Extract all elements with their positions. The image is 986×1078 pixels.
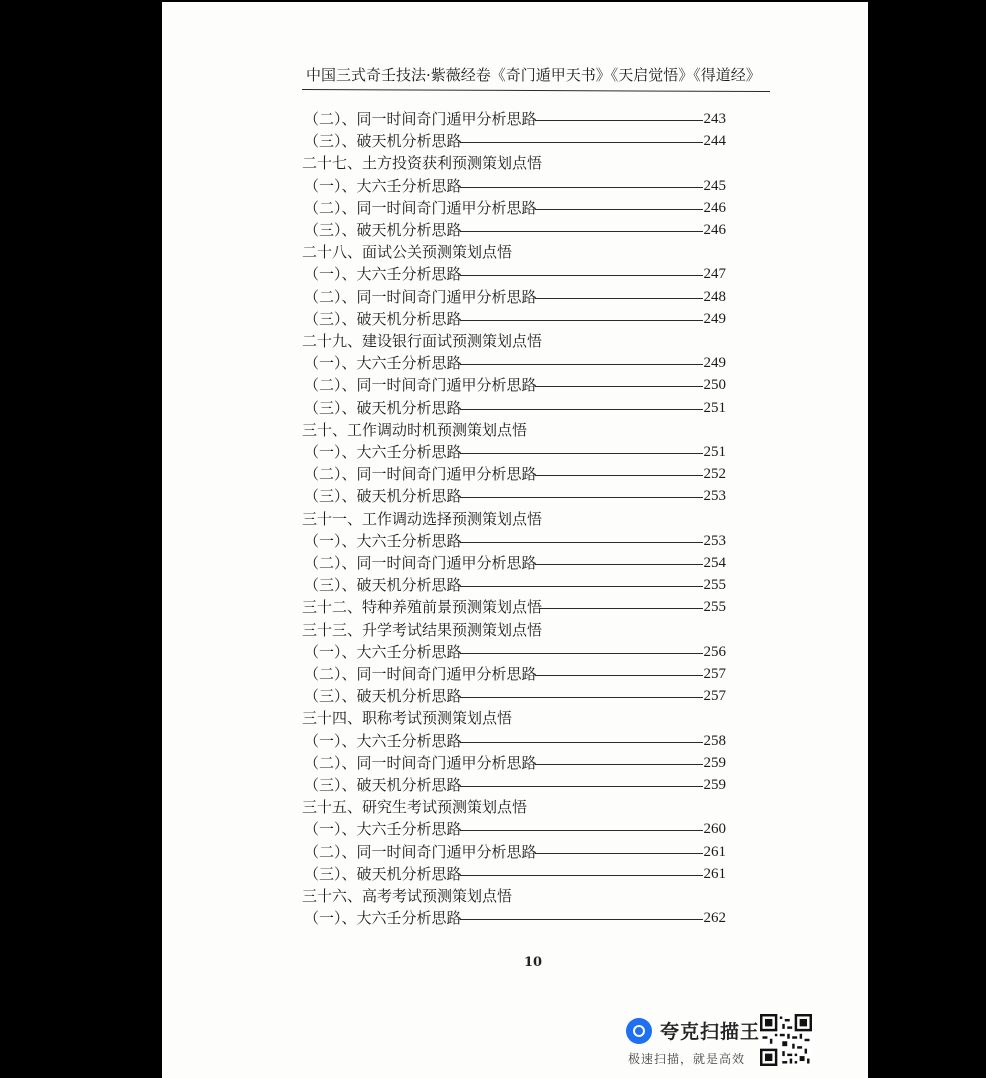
- toc-leader-line: [535, 853, 703, 854]
- toc-leader-line: [460, 364, 703, 365]
- toc-entry: [304, 530, 726, 552]
- toc-page-number: 258: [703, 732, 726, 749]
- toc-page-number: 254: [703, 555, 726, 571]
- toc-entry: [304, 308, 726, 330]
- toc-chapter: [302, 330, 726, 352]
- toc-leader-line: [460, 653, 703, 654]
- toc-entry-title: （二）、同一时间奇门遁甲分析思路: [304, 198, 537, 217]
- toc-page-number: 259: [703, 754, 726, 771]
- toc-leader-line: [535, 209, 703, 210]
- toc-chapter: [302, 796, 726, 818]
- toc-entry-title: 二十七、土方投资获利预测策划点悟: [302, 154, 543, 173]
- toc-entry-title: （一）、大六壬分析思路: [304, 176, 462, 195]
- toc-chapter: [302, 619, 726, 641]
- toc-entry-title: （一）、大六壬分析思路: [304, 531, 462, 550]
- toc-page-number: 255: [703, 599, 726, 616]
- toc-entry-title: 二十八、面试公关预测策划点悟: [302, 243, 513, 262]
- toc-entry-title: 三十三、升学考试结果预测策划点悟: [302, 620, 543, 639]
- toc-page-number: 262: [703, 910, 726, 927]
- toc-leader-line: [535, 675, 703, 676]
- toc-leader-line: [460, 742, 703, 743]
- toc-page-number: 248: [703, 288, 726, 305]
- toc-leader-line: [460, 786, 703, 787]
- toc-entry: [304, 574, 726, 596]
- toc-page-number: 250: [703, 377, 726, 394]
- watermark-brand-name: 夸克扫描王: [660, 1021, 761, 1043]
- toc-entry-title: （二）、同一时间奇门遁甲分析思路: [304, 376, 537, 395]
- toc-leader-line: [460, 586, 703, 587]
- toc-entry: [304, 552, 726, 574]
- toc-entry-title: 三十、工作调动时机预测策划点悟: [302, 420, 528, 439]
- toc-entry: [304, 818, 726, 840]
- toc-leader-line: [460, 542, 703, 543]
- toc-entry: [304, 641, 726, 663]
- toc-page-number: 261: [703, 843, 726, 860]
- toc-page-number: 246: [703, 199, 726, 216]
- toc-entry-title: 三十二、特种养殖前景预测策划点悟: [302, 598, 543, 617]
- toc-entry-title: 三十四、职称考试预测策划点悟: [302, 709, 513, 728]
- toc-entry: [304, 685, 726, 707]
- toc-entry-title: （一）、大六壬分析思路: [304, 642, 462, 661]
- toc-page-number: 256: [703, 643, 726, 660]
- toc-entry-title: （二）、同一时间奇门遁甲分析思路: [304, 287, 537, 306]
- toc-page-number: 253: [703, 488, 726, 505]
- toc-leader-line: [535, 475, 703, 476]
- toc-chapter: [302, 241, 726, 263]
- toc-leader-line: [460, 697, 703, 698]
- toc-entry: [304, 130, 726, 152]
- toc-leader-line: [460, 919, 703, 920]
- toc-entry: [304, 197, 726, 219]
- toc-chapter: [302, 707, 726, 729]
- toc-page-number: 257: [703, 688, 726, 705]
- toc-entry: [304, 175, 726, 197]
- toc-entry-title: （三）、破天机分析思路: [304, 864, 462, 883]
- toc-entry: [304, 730, 726, 752]
- toc-entry: [304, 774, 726, 796]
- toc-entry-title: 三十六、高考考试预测策划点悟: [302, 887, 513, 905]
- toc-entry: [304, 108, 726, 130]
- running-header: 中国三式奇壬技法·紫薇经卷《奇门遁甲天书》《天启觉悟》《得道经》: [306, 66, 761, 84]
- toc-leader-line: [460, 453, 703, 454]
- toc-entry-title: （三）、破天机分析思路: [304, 576, 462, 595]
- toc-leader-line: [535, 386, 703, 387]
- toc-entry: [304, 374, 726, 396]
- toc-page-number: 251: [703, 444, 726, 460]
- toc-leader-line: [535, 298, 703, 299]
- toc-leader-line: [460, 275, 703, 276]
- toc-entry: [304, 752, 726, 774]
- toc-leader-line: [460, 875, 703, 876]
- toc-entry-title: （二）、同一时间奇门遁甲分析思路: [304, 110, 537, 128]
- toc-leader-line: [460, 231, 703, 232]
- toc-entry-title: （一）、大六壬分析思路: [304, 909, 462, 928]
- toc-chapter: [302, 596, 726, 618]
- toc-leader-line: [535, 564, 703, 565]
- toc-entry-title: （二）、同一时间奇门遁甲分析思路: [304, 465, 537, 484]
- qr-code-icon: [760, 1014, 812, 1066]
- toc-entry-title: （一）、大六壬分析思路: [304, 354, 462, 373]
- watermark-slogan: 极速扫描，就是高效: [628, 1052, 746, 1066]
- toc-entry-title: （三）、破天机分析思路: [304, 398, 462, 417]
- toc-entry: [304, 352, 726, 374]
- toc-page-number: 255: [703, 577, 726, 594]
- toc-chapter: [302, 152, 726, 174]
- toc-leader-line: [540, 608, 702, 609]
- toc-leader-line: [460, 497, 703, 498]
- toc-entry-title: （三）、破天机分析思路: [304, 309, 462, 328]
- toc-entry: [304, 463, 726, 485]
- toc-entry: [304, 263, 726, 285]
- toc-page-number: 260: [703, 821, 726, 838]
- toc-leader-line: [460, 142, 703, 143]
- toc-entry-title: （二）、同一时间奇门遁甲分析思路: [304, 554, 537, 572]
- toc-entry-title: （一）、大六壬分析思路: [304, 820, 462, 839]
- toc-entry: [304, 841, 726, 863]
- toc-leader-line: [535, 120, 703, 121]
- toc-entry-title: 三十五、研究生考试预测策划点悟: [302, 798, 528, 817]
- toc-entry-title: （三）、破天机分析思路: [304, 221, 462, 239]
- toc-page-number: 246: [703, 222, 726, 238]
- toc-page-number: 259: [703, 777, 726, 793]
- toc-entry: [304, 863, 726, 885]
- toc-page-number: 261: [703, 865, 726, 882]
- toc-page-number: 247: [703, 266, 726, 283]
- page-number: 10: [524, 955, 543, 970]
- toc-page-number: 249: [703, 310, 726, 327]
- toc-chapter: [302, 419, 726, 441]
- toc-entry-title: （二）、同一时间奇门遁甲分析思路: [304, 842, 537, 861]
- toc-entry-title: （二）、同一时间奇门遁甲分析思路: [304, 665, 537, 683]
- toc-entry-title: （二）、同一时间奇门遁甲分析思路: [304, 753, 537, 772]
- toc-entry: [304, 286, 726, 308]
- toc-page-number: 249: [703, 355, 726, 372]
- toc-entry-title: （三）、破天机分析思路: [304, 487, 462, 506]
- toc-entry-title: （一）、大六壬分析思路: [304, 265, 462, 284]
- toc-entry-title: 二十九、建设银行面试预测策划点悟: [302, 332, 543, 350]
- toc-entry: [304, 397, 726, 419]
- quark-logo-icon: [626, 1018, 652, 1044]
- toc-leader-line: [460, 187, 703, 188]
- toc-leader-line: [460, 830, 703, 831]
- toc-leader-line: [460, 320, 703, 321]
- toc-page-number: 252: [703, 466, 726, 483]
- toc-entry-title: （一）、大六壬分析思路: [304, 731, 462, 750]
- toc-leader-line: [535, 764, 703, 765]
- toc-entry: [304, 485, 726, 507]
- toc-entry-title: 三十一、工作调动选择预测策划点悟: [302, 509, 543, 528]
- toc-page-number: 251: [703, 399, 726, 416]
- toc-entry-title: （三）、破天机分析思路: [304, 776, 462, 794]
- toc-entry-title: （三）、破天机分析思路: [304, 132, 462, 151]
- toc-entry-title: （一）、大六壬分析思路: [304, 443, 462, 461]
- toc-entry: [304, 907, 726, 929]
- toc-page-number: 253: [703, 532, 726, 549]
- toc-entry: [304, 663, 726, 685]
- scanned-page: [162, 2, 868, 1078]
- toc-chapter: [302, 885, 726, 907]
- toc-leader-line: [460, 409, 703, 410]
- toc-page-number: 243: [703, 111, 726, 127]
- toc-page-number: 244: [703, 133, 726, 150]
- toc-entry-title: （三）、破天机分析思路: [304, 687, 462, 706]
- toc-page-number: 257: [703, 666, 726, 682]
- toc-page-number: 245: [703, 177, 726, 194]
- toc-entry: [304, 219, 726, 241]
- header-rule: [302, 89, 770, 92]
- toc-entry: [304, 441, 726, 463]
- toc-chapter: [302, 508, 726, 530]
